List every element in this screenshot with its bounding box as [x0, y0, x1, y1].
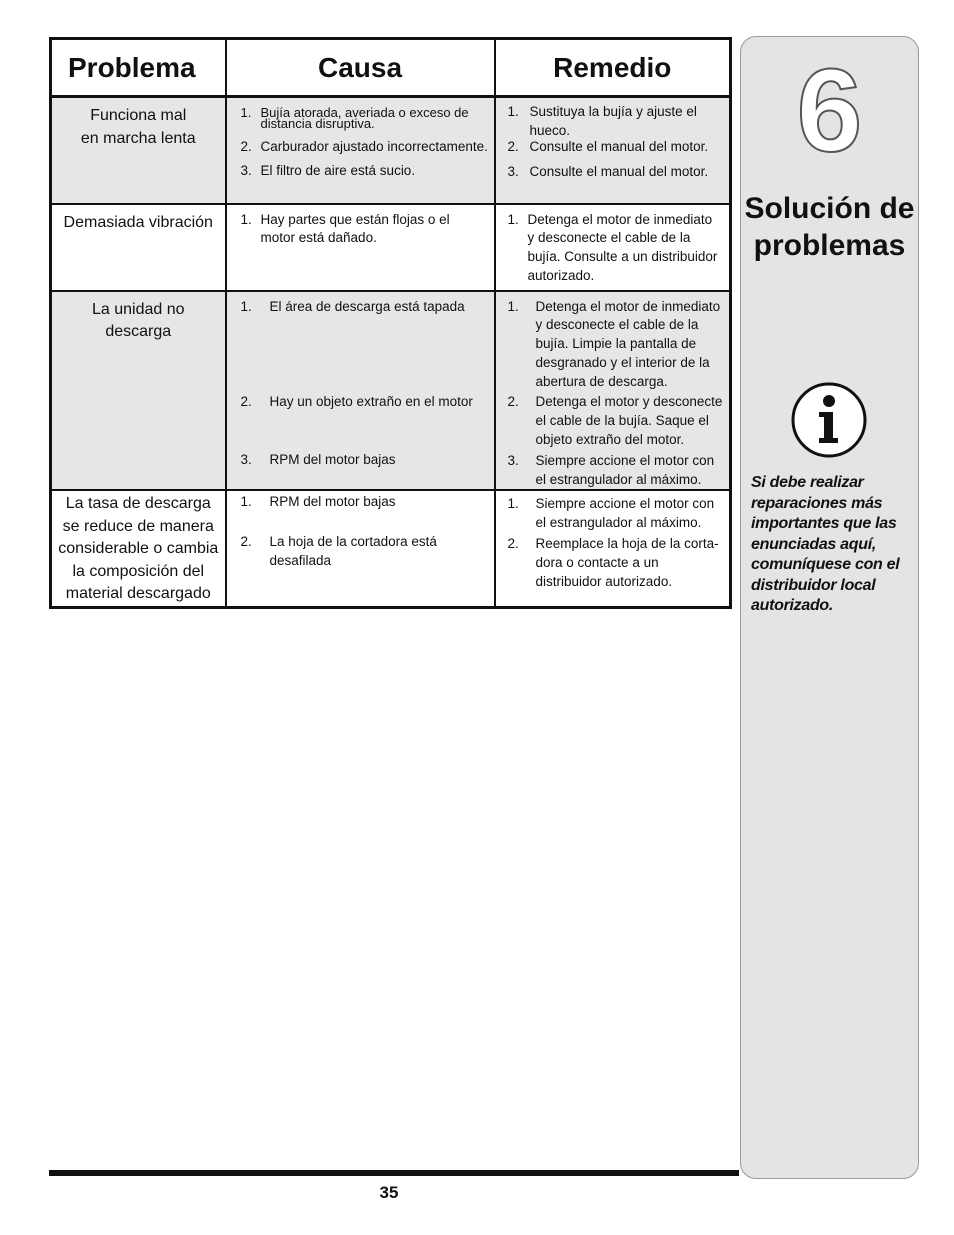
cause-item: 1. El área de descarga está tapada: [240, 298, 465, 314]
remedy-item: 3. Consulte el manual del motor.: [507, 164, 709, 180]
cause-cell: [226, 204, 495, 291]
problem-cell: [51, 204, 226, 291]
remedy-cell: [495, 97, 731, 204]
chapter-title: Solución de problemas: [744, 192, 915, 262]
problem-cell: [51, 291, 226, 491]
cause-item: 3. RPM del motor bajas: [240, 452, 396, 468]
problem-text: La unidad no descarga: [91, 300, 185, 340]
remedy-item: 2. Reemplace la hoja de la corta-dora o contacte a un distribuidor autorizado.: [507, 536, 719, 589]
remedy-item: 1. Sustituya la bujía y ajuste el hueco.: [507, 104, 697, 138]
cause-item: 1. Hay partes que están flojas o el motor está dañado.: [240, 211, 450, 246]
problem-text: Demasiada vibración: [63, 213, 213, 231]
header-remedio: Remedio: [495, 39, 731, 97]
cause-cell: [226, 291, 495, 491]
table-row: [51, 204, 731, 291]
table-row: [51, 97, 731, 204]
footer-rule: [49, 1170, 739, 1176]
remedy-item: 2. Detenga el motor y desconecte el cable de la bujía. Saque el objeto extraño del motor.: [507, 394, 723, 448]
problem-cell: [51, 97, 226, 204]
cause-item: 1. Bujía atorada, averiada o exceso de distancia disruptiva.: [240, 105, 469, 131]
cause-cell: [226, 97, 495, 204]
cause-item: 2. La hoja de la cortadora está desafilada: [240, 534, 437, 569]
cause-cell: [226, 490, 495, 607]
info-icon: [791, 382, 867, 458]
remedy-item: 2. Consulte el manual del motor.: [507, 138, 709, 154]
problem-text: La tasa de descarga se reduce de manera considerable o cambia la composición del material descargado: [58, 495, 219, 603]
remedy-item: 1. Siempre accione el motor con el estrangulador al máximo.: [507, 496, 715, 531]
problem-text: Funciona mal en marcha lenta: [80, 107, 196, 147]
chapter-sidebar: [740, 36, 919, 1179]
table-header-row: [51, 39, 731, 97]
cause-item: 2. Carburador ajustado incorrectamente.: [240, 139, 488, 154]
header-problema: Problema: [51, 39, 226, 97]
chapter-number: 6: [796, 45, 863, 177]
header-causa: Causa: [226, 39, 495, 97]
table-row: [51, 291, 731, 491]
cause-item: 2. Hay un objeto extraño en el motor: [240, 394, 473, 410]
remedy-cell: [495, 291, 731, 491]
remedy-item: 1. Detenga el motor de inmediato y desconecte el cable de la bujía. Consulte a un distribuidor autorizado.: [507, 211, 718, 283]
page-number: 35: [379, 1183, 399, 1202]
table-row: [51, 490, 731, 607]
remedy-item: 1. Detenga el motor de inmediato y desconecte el cable de la bujía. Limpie la pantalla de desgranado y el interior de la abertura de descarga.: [507, 298, 721, 389]
troubleshooting-table: [49, 37, 732, 609]
info-note: Si debe realizar reparaciones más importantes que las enunciadas aquí, comuníquese con el distribuidor local autorizado.: [751, 474, 900, 614]
remedy-item: 3. Siempre accione el motor con el estrangulador al máximo.: [507, 452, 715, 487]
cause-item: 1. RPM del motor bajas: [240, 494, 396, 510]
remedy-cell: [495, 490, 731, 607]
problem-cell: [51, 490, 226, 607]
cause-item: 3. El filtro de aire está sucio.: [240, 162, 416, 178]
remedy-cell: [495, 204, 731, 291]
